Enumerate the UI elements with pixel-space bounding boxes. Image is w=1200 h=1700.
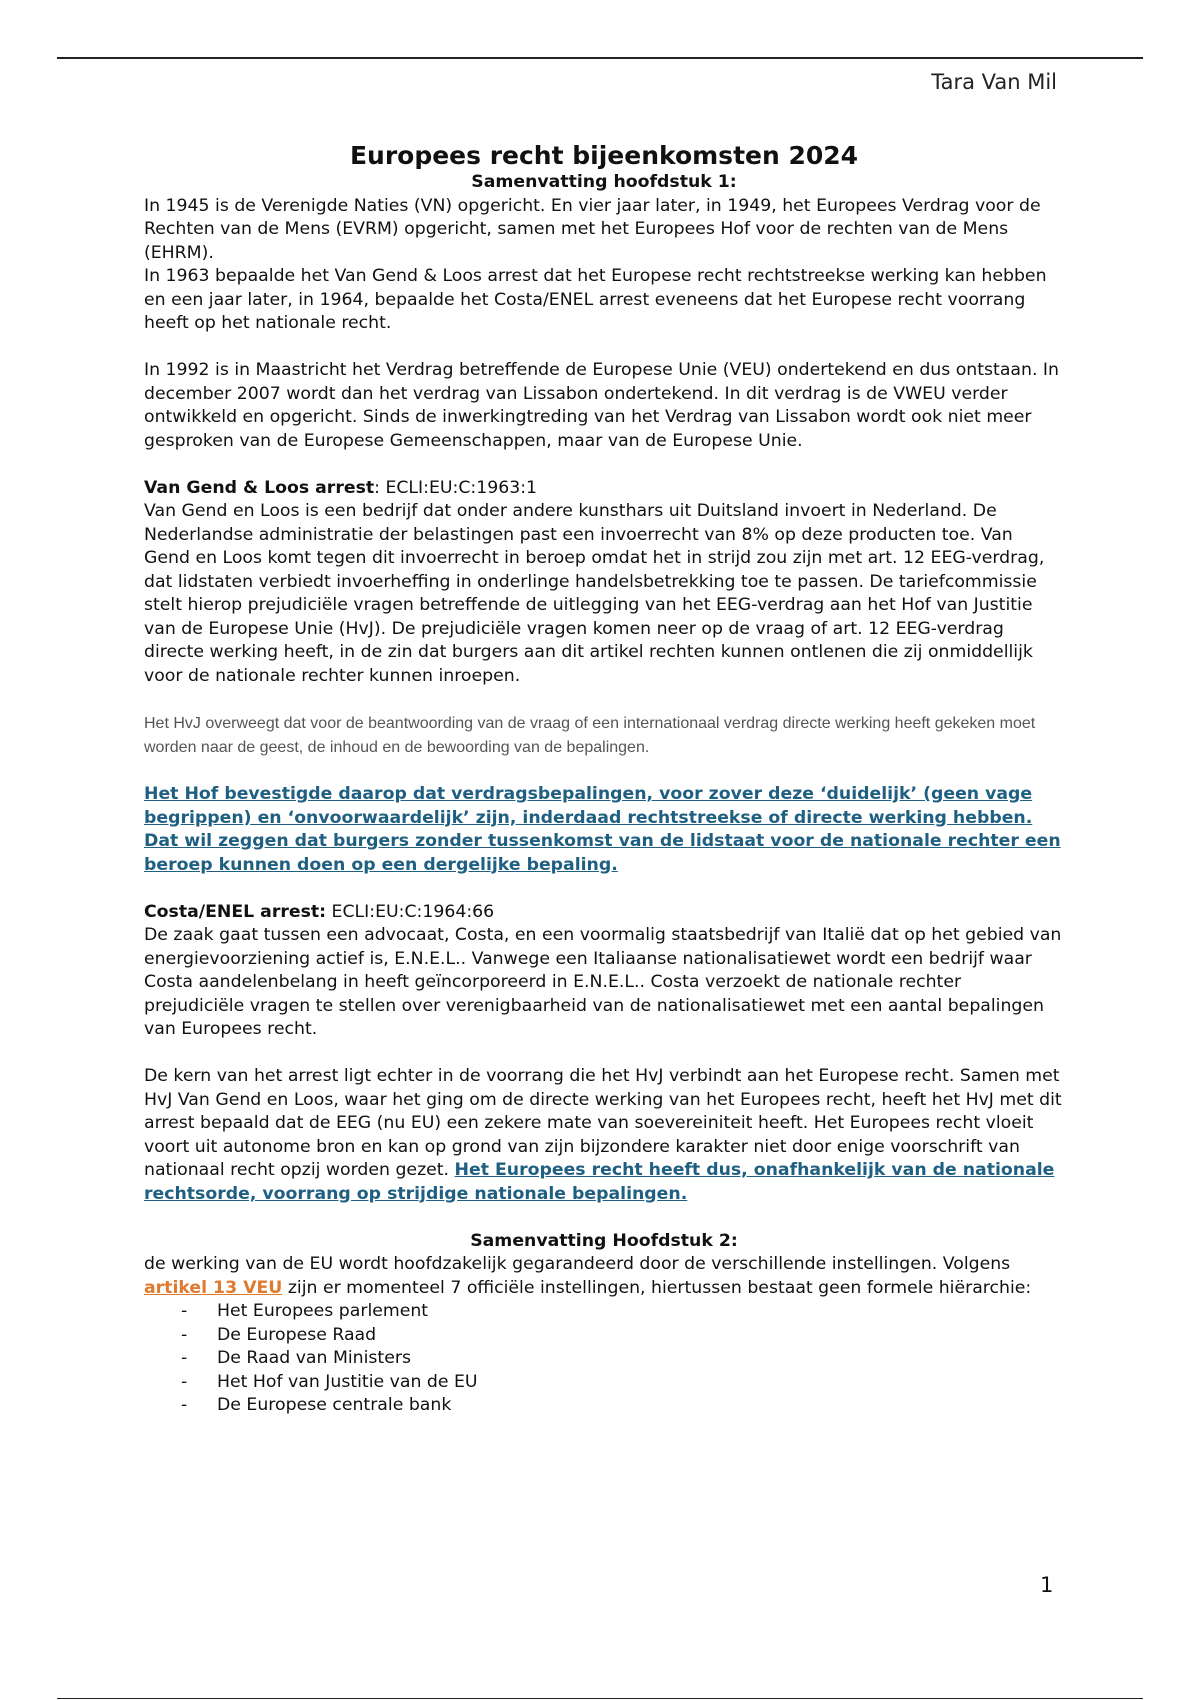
list-item (144, 1394, 1064, 1418)
list-item-text: De Europese Raad (217, 1324, 377, 1345)
chapter1-heading: Samenvatting hoofdstuk 1: (471, 172, 737, 192)
article-13-veu-link[interactable]: artikel 13 VEU (144, 1277, 283, 1298)
spacer (144, 760, 1064, 784)
list-item (144, 1324, 1064, 1348)
footer-rule (57, 1698, 1143, 1699)
costa-body-2-paragraph (144, 1065, 1064, 1206)
vgl-body: Van Gend en Loos is een bedrijf dat onder andere kunsthars uit Duitsland invoert in Nederland. De Nederlandse administratie der belastingen past een invoerrecht van 8% op deze producten toe. Van Gend en Loos komt tegen dit invoerrecht in beroep omdat het in strijd zou zijn met art. 12 EEG-verdrag, dat lidstaten verbiedt invoerheffing in onderlinge handelsbetrekking toe te passen. De tariefcommissie stelt hierop prejudiciële vragen betreffende de uitlegging van het EEG-verdrag aan het Hof van Justitie van de Europese Unie (HvJ). De prejudiciële vragen komen neer op de vraag of art. 12 EEG-verdrag directe werking heeft, in de zin dat burgers aan dit artikel rechten kunnen ontlenen die zij onmiddellijk voor de nationale rechter kunnen inroepen. (144, 501, 1045, 686)
spacer (144, 877, 1064, 901)
costa-heading-line (144, 901, 1064, 925)
list-item-text: Het Europees parlement (217, 1301, 429, 1321)
spacer (144, 336, 1064, 360)
vgl-heading-line (144, 477, 1064, 501)
institutions-list (144, 1300, 1064, 1418)
list-item-text: Het Hof van Justitie van de EU (217, 1371, 478, 1392)
ch2-intro (144, 1253, 1064, 1300)
list-bullet: - (181, 1348, 188, 1368)
list-item (144, 1371, 1064, 1395)
intro-paragraph-2: In 1963 bepaalde het Van Gend & Loos arrest dat het Europese recht rechtstreekse werking kan hebben en een jaar later, in 1964, bepaalde het Costa/ENEL arrest eveneens dat het Europese recht voorrang heeft op het nationale recht. (144, 266, 1047, 333)
intro-paragraph-3: In 1992 is in Maastricht het Verdrag betreffende de Europese Unie (VEU) ondertekend en dus ontstaan. In december 2007 wordt dan het verdrag van Lissabon ondertekend. In dit verdrag is de VWEU verder ontwikkeld en opgericht. Sinds de inwerkingtreding van het Verdrag van Lissabon wordt ook niet meer gesproken van de Europese Gemeenschappen, maar van de Europese Unie. (144, 360, 1059, 451)
list-bullet: - (181, 1324, 188, 1345)
spacer (144, 453, 1064, 477)
list-bullet: - (181, 1371, 188, 1392)
vgl-conclusion-paragraph (144, 783, 1064, 877)
costa-conclusion: Het Europees recht heeft dus, onafhankelijk van de nationale rechtsorde, voorrang op strijdige nationale bepalingen. (144, 1160, 1055, 1204)
list-item (144, 1347, 1064, 1371)
ch2-text-before: de werking van de EU wordt hoofdzakelijk gegarandeerd door de verschillende instellingen. Volgens (144, 1254, 1011, 1274)
vgl-quote: Het HvJ overweegt dat voor de beantwoording van de vraag of een internationaal verdrag directe werking heeft gekeken moet worden naar de geest, de inhoud en de bewoording van de bepalingen. (144, 714, 1036, 756)
costa-body-2: De kern van het arrest ligt echter in de voorrang die het HvJ verbindt aan het Europese recht. Samen met HvJ Van Gend en Loos, waar het ging om de directe werking van het Europees recht, heeft het HvJ met dit arrest bepaald dat de EEG (nu EU) een zekere mate van soevereiniteit heeft. Het Europees recht vloeit voort uit autonome bron en kan op grond van zijn bijzondere karakter niet door enige voorschrift van nationaal recht opzij worden gezet. (144, 1066, 1062, 1180)
chapter2-heading: Samenvatting Hoofdstuk 2: (470, 1230, 738, 1251)
spacer (144, 688, 1064, 712)
header-rule (57, 57, 1143, 59)
header-author: Tara Van Mil (931, 70, 1057, 94)
spacer (144, 1206, 1064, 1230)
vgl-conclusion: Het Hof bevestigde daarop dat verdragsbepalingen, voor zover deze ‘duidelijk’ (geen vage begrippen) en ‘onvoorwaardelijk’ zijn, inderdaad rechtstreekse of directe werking hebben. Dat wil zeggen dat burgers zonder tussenkomst van de lidstaat voor de nationale rechter een beroep kunnen doen op een dergelijke bepaling. (144, 784, 1061, 875)
ch2-text-after: zijn er momenteel 7 officiële instellingen, hiertussen bestaat geen formele hiërarchie: (282, 1277, 1032, 1298)
list-item-text: De Raad van Ministers (217, 1348, 411, 1368)
list-bullet: - (181, 1395, 188, 1415)
document-title: Europees recht bijeenkomsten 2024 (349, 141, 859, 170)
intro-paragraph-1: In 1945 is de Verenigde Naties (VN) opgericht. En vier jaar later, in 1949, het Europees Verdrag voor de Rechten van de Mens (EVRM) opgericht, samen met het Europees Hof voor de rechten van de Mens (EHRM). (144, 195, 1041, 263)
spacer (144, 1042, 1064, 1066)
costa-heading: Costa/ENEL arrest: (144, 901, 327, 922)
page-number: 1 (1040, 1573, 1054, 1597)
vgl-heading: Van Gend & Loos arrest (144, 477, 375, 498)
list-item-text: De Europese centrale bank (217, 1395, 452, 1415)
list-item (144, 1300, 1064, 1324)
costa-ecli: ECLI:EU:C:1964:66 (326, 901, 495, 922)
list-bullet: - (181, 1301, 188, 1321)
document-body (144, 138, 1064, 1418)
costa-body-1: De zaak gaat tussen een advocaat, Costa, en een voormalig staatsbedrijf van Italië dat op het gebied van energievoorziening actief is, E.N.E.L.. Vanwege een Italiaanse nationalisatiewet wordt een bedrijf waar Costa aandelenbelang in heeft geïncorporeerd in E.N.E.L.. Costa verzoekt de nationale rechter prejudiciële vragen te stellen over verenigbaarheid van de nationalisatiewet met een aantal bepalingen van Europees recht. (144, 925, 1062, 1039)
vgl-ecli: : ECLI:EU:C:1963:1 (374, 477, 538, 498)
